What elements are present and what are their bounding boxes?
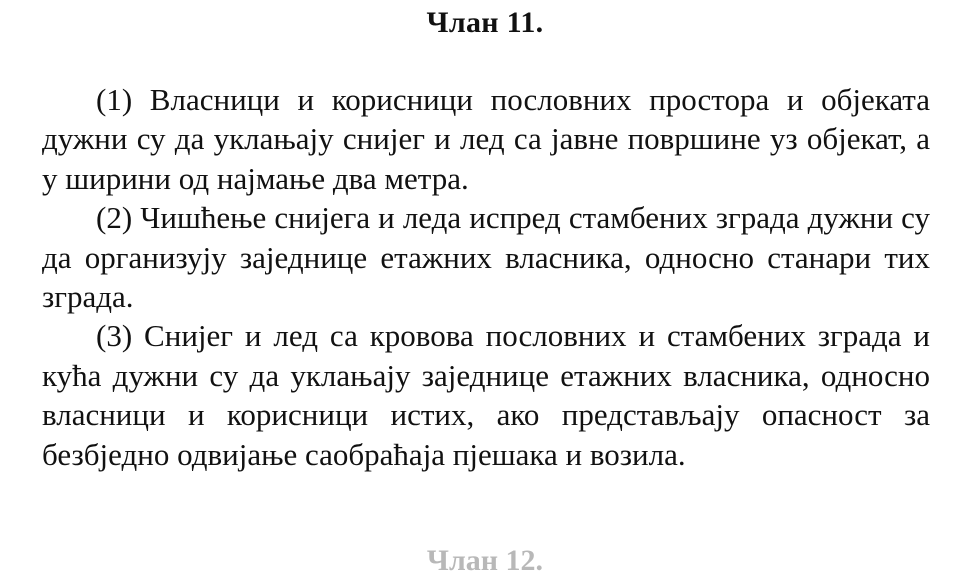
article-title: Члан 11. bbox=[426, 6, 544, 39]
article-body bbox=[42, 80, 930, 474]
next-article-title: Члан 12. bbox=[426, 544, 544, 577]
paragraph-2: (2) Чишћење снијега и леда испред стамбених зграда дужни су да организују заједнице етажних власника, односно станари тих зграда. bbox=[42, 200, 930, 315]
paragraph-1: (1) Власници и корисници пословних простора и објеката дужни су да уклањају снијег и лед са јавне површине уз објекат, а у ширини од најмање два метра. bbox=[42, 82, 930, 196]
paragraph-3: (3) Снијег и лед са кровова пословних и стамбених зграда и кућа дужни су да уклањају заједнице етажних власника, односно власници и корисници истих, ако представљају опасност за безбједно одвијање саобраћаја пјешака и возила. bbox=[42, 318, 930, 472]
next-article-title-cut bbox=[0, 544, 970, 577]
